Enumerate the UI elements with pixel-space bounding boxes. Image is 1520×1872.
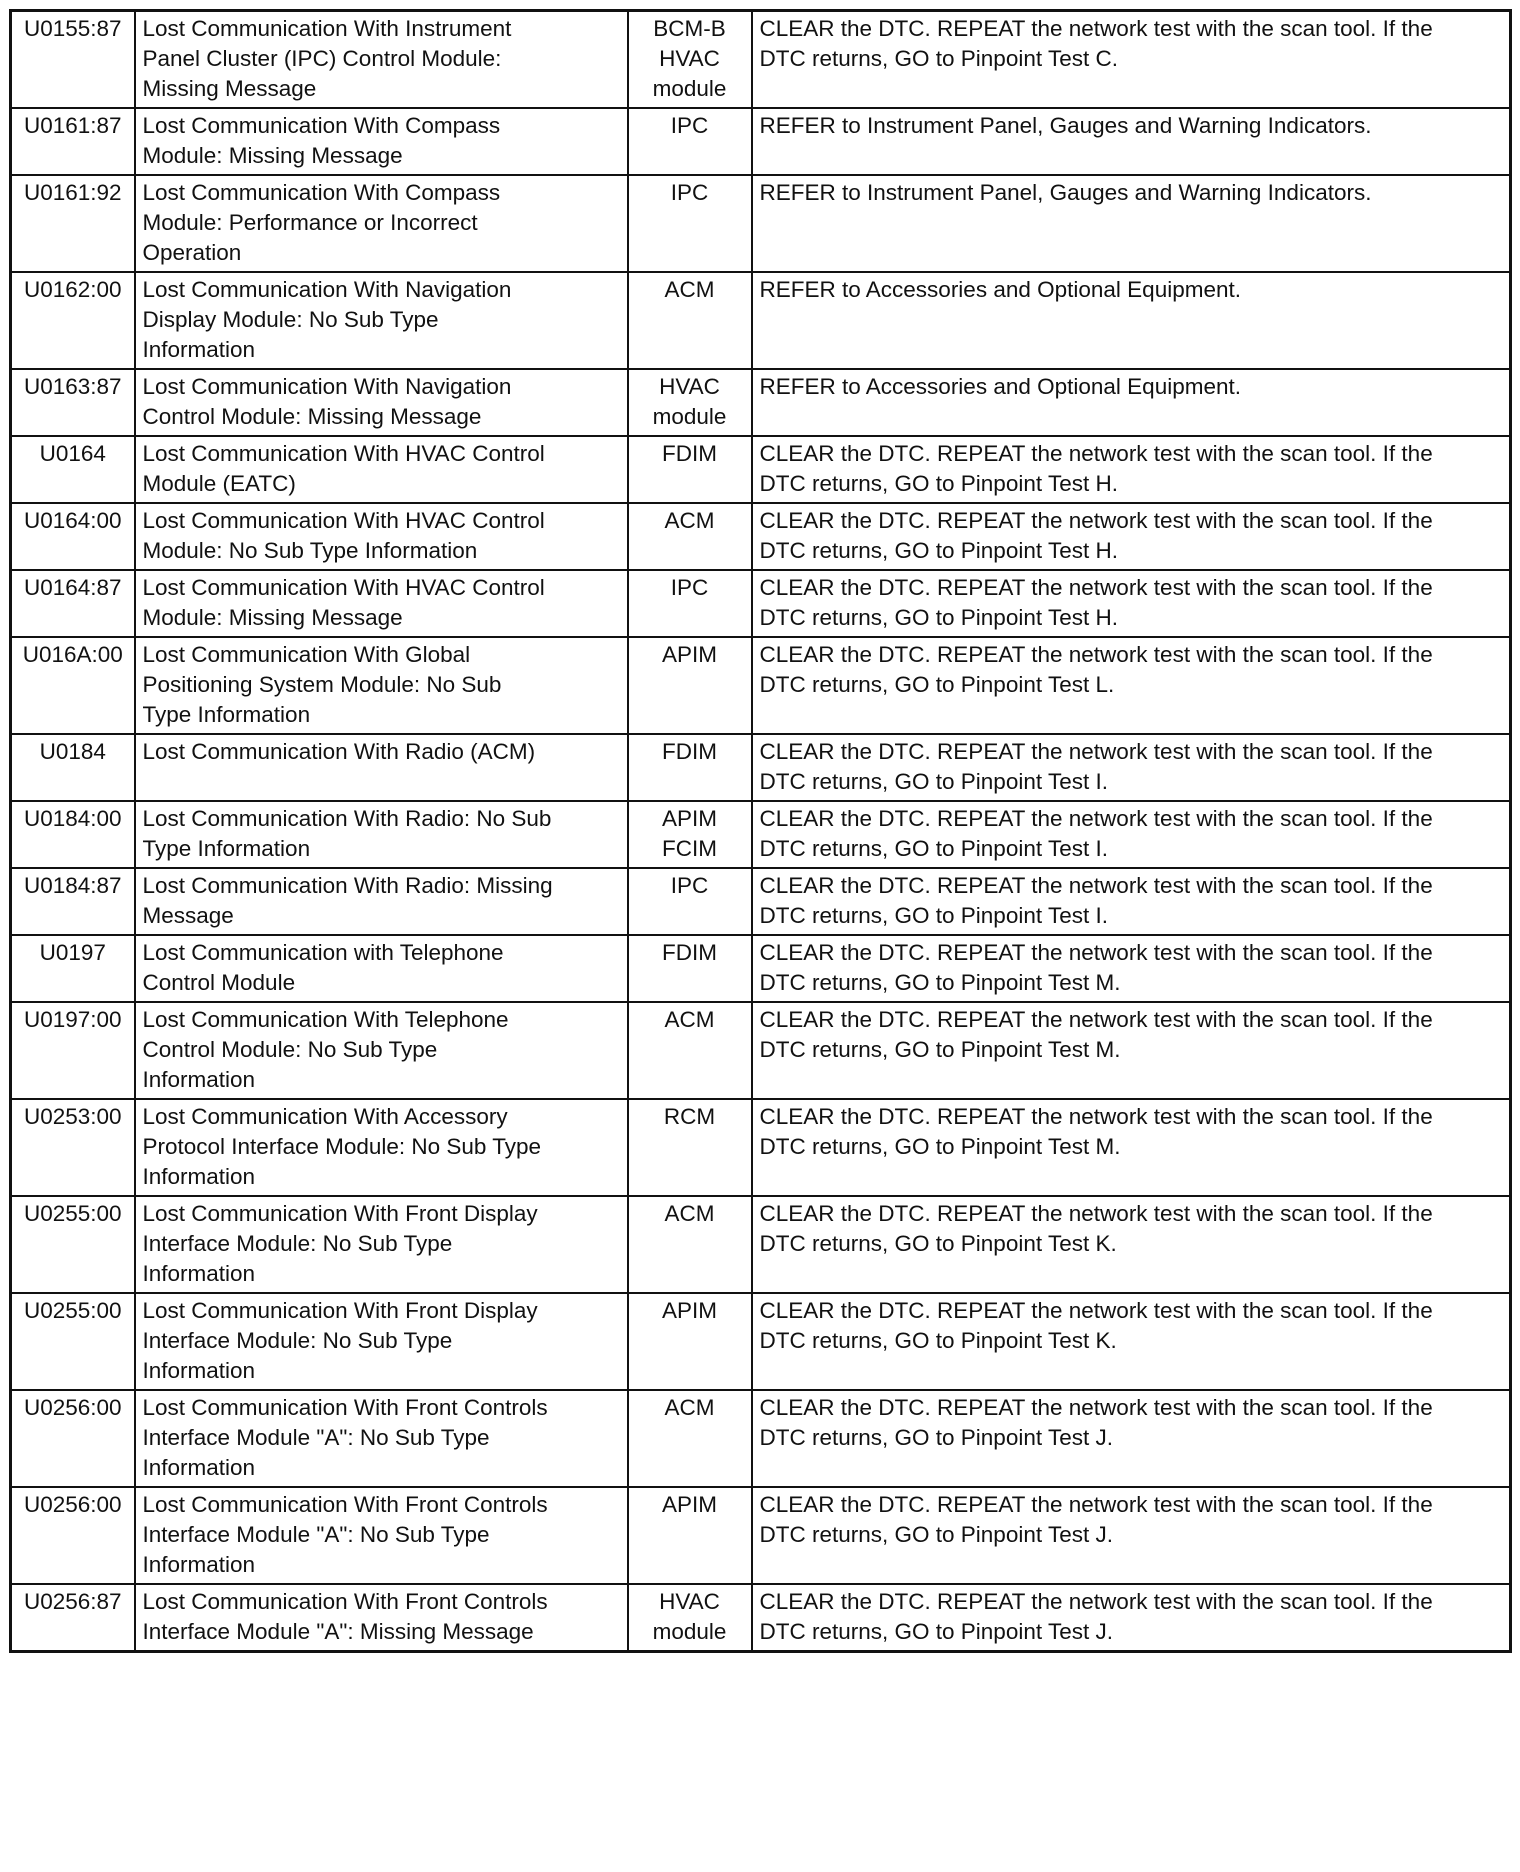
dtc-action-line: CLEAR the DTC. REPEAT the network test with the scan tool. If the: [759, 940, 1433, 965]
dtc-action-line: DTC returns, GO to Pinpoint Test K.: [759, 1328, 1117, 1353]
table-row: [11, 734, 1511, 801]
dtc-action-line: CLEAR the DTC. REPEAT the network test with the scan tool. If the: [759, 16, 1433, 41]
dtc-module-cell: [628, 108, 752, 175]
dtc-description-line: Lost Communication with Telephone: [142, 940, 504, 965]
dtc-action-line: CLEAR the DTC. REPEAT the network test with the scan tool. If the: [759, 739, 1433, 764]
dtc-module-cell: [628, 801, 752, 868]
dtc-action-line: DTC returns, GO to Pinpoint Test C.: [759, 46, 1118, 71]
dtc-action-line: CLEAR the DTC. REPEAT the network test with the scan tool. If the: [759, 1492, 1433, 1517]
dtc-module-cell: [628, 503, 752, 570]
dtc-module-line: APIM: [661, 806, 717, 831]
dtc-description-line: Protocol Interface Module: No Sub Type: [142, 1134, 542, 1159]
dtc-module-line: HVAC: [659, 46, 720, 71]
table-row: [11, 1293, 1511, 1390]
dtc-module-line: module: [652, 404, 727, 429]
dtc-description-line: Lost Communication With Instrument: [142, 16, 512, 41]
dtc-action-line: CLEAR the DTC. REPEAT the network test with the scan tool. If the: [759, 806, 1433, 831]
dtc-module-line: APIM: [661, 642, 717, 667]
dtc-action-line: DTC returns, GO to Pinpoint Test J.: [759, 1619, 1113, 1644]
dtc-description-line: Information: [142, 1067, 256, 1092]
dtc-description-line: Information: [142, 1261, 256, 1286]
dtc-module-line: IPC: [670, 575, 709, 600]
dtc-module-line: FCIM: [662, 836, 717, 861]
dtc-module-cell: [628, 570, 752, 637]
dtc-code-text: U016A:00: [22, 642, 123, 667]
dtc-code-text: U0197: [39, 940, 106, 965]
dtc-action-line: DTC returns, GO to Pinpoint Test I.: [759, 836, 1108, 861]
dtc-module-line: ACM: [664, 277, 715, 302]
dtc-code-text: U0255:00: [23, 1201, 122, 1226]
dtc-description-line: Information: [142, 1552, 256, 1577]
table-row: [11, 868, 1511, 935]
dtc-module-cell: [628, 1293, 752, 1390]
dtc-action-line: DTC returns, GO to Pinpoint Test H.: [759, 471, 1118, 496]
dtc-code-cell: [11, 1487, 135, 1584]
dtc-action-cell: [752, 1099, 1511, 1196]
dtc-code-cell: [11, 503, 135, 570]
dtc-description-line: Lost Communication With Navigation: [142, 277, 512, 302]
dtc-description-cell: [135, 1584, 628, 1652]
dtc-code-text: U0184:00: [23, 806, 122, 831]
dtc-code-text: U0256:87: [23, 1589, 122, 1614]
dtc-action-line: CLEAR the DTC. REPEAT the network test with the scan tool. If the: [759, 508, 1433, 533]
dtc-description-cell: [135, 935, 628, 1002]
dtc-code-text: U0197:00: [23, 1007, 122, 1032]
dtc-code-cell: [11, 570, 135, 637]
table-row: [11, 570, 1511, 637]
dtc-module-line: HVAC: [659, 374, 720, 399]
dtc-action-cell: [752, 1487, 1511, 1584]
dtc-code-text: U0164:87: [23, 575, 122, 600]
dtc-description-line: Module: Performance or Incorrect: [142, 210, 478, 235]
table-row: [11, 1002, 1511, 1099]
dtc-code-text: U0161:87: [23, 113, 122, 138]
dtc-description-line: Operation: [142, 240, 242, 265]
table-row: [11, 637, 1511, 734]
dtc-code-text: U0164:00: [23, 508, 122, 533]
dtc-module-line: RCM: [663, 1104, 716, 1129]
dtc-module-line: APIM: [661, 1492, 717, 1517]
dtc-action-line: DTC returns, GO to Pinpoint Test H.: [759, 538, 1118, 563]
dtc-action-line: CLEAR the DTC. REPEAT the network test with the scan tool. If the: [759, 1589, 1433, 1614]
dtc-action-cell: [752, 868, 1511, 935]
dtc-description-line: Lost Communication With Compass: [142, 113, 501, 138]
dtc-description-cell: [135, 436, 628, 503]
dtc-action-line: DTC returns, GO to Pinpoint Test L.: [759, 672, 1115, 697]
dtc-module-line: IPC: [670, 180, 709, 205]
dtc-description-line: Type Information: [142, 702, 311, 727]
dtc-code-text: U0163:87: [23, 374, 122, 399]
dtc-module-cell: [628, 1002, 752, 1099]
dtc-description-cell: [135, 637, 628, 734]
dtc-action-line: CLEAR the DTC. REPEAT the network test with the scan tool. If the: [759, 1298, 1433, 1323]
dtc-action-line: DTC returns, GO to Pinpoint Test J.: [759, 1522, 1113, 1547]
dtc-description-line: Lost Communication With Global: [142, 642, 471, 667]
dtc-description-line: Module: Missing Message: [142, 605, 403, 630]
dtc-description-cell: [135, 1390, 628, 1487]
dtc-module-cell: [628, 369, 752, 436]
dtc-description-line: Lost Communication With Radio: Missing: [142, 873, 553, 898]
table-row: [11, 1099, 1511, 1196]
dtc-module-cell: [628, 734, 752, 801]
dtc-action-cell: [752, 272, 1511, 369]
table-row: [11, 1390, 1511, 1487]
dtc-module-cell: [628, 272, 752, 369]
dtc-description-line: Control Module: Missing Message: [142, 404, 482, 429]
dtc-description-cell: [135, 1196, 628, 1293]
dtc-code-text: U0256:00: [23, 1395, 122, 1420]
dtc-module-cell: [628, 1390, 752, 1487]
dtc-code-cell: [11, 1584, 135, 1652]
dtc-module-line: BCM-B: [653, 16, 726, 41]
dtc-action-cell: [752, 175, 1511, 272]
dtc-code-cell: [11, 175, 135, 272]
dtc-action-line: DTC returns, GO to Pinpoint Test M.: [759, 1037, 1121, 1062]
dtc-action-line: CLEAR the DTC. REPEAT the network test with the scan tool. If the: [759, 1395, 1433, 1420]
dtc-description-line: Lost Communication With Front Controls: [142, 1395, 548, 1420]
dtc-description-line: Display Module: No Sub Type: [142, 307, 439, 332]
dtc-code-cell: [11, 1002, 135, 1099]
dtc-table: [9, 9, 1512, 1653]
dtc-description-line: Lost Communication With Front Display: [142, 1298, 538, 1323]
table-row: [11, 108, 1511, 175]
dtc-description-line: Interface Module: No Sub Type: [142, 1328, 453, 1353]
dtc-module-cell: [628, 1196, 752, 1293]
table-row: [11, 935, 1511, 1002]
dtc-code-cell: [11, 1293, 135, 1390]
dtc-action-line: CLEAR the DTC. REPEAT the network test with the scan tool. If the: [759, 642, 1433, 667]
dtc-description-line: Lost Communication With Telephone: [142, 1007, 509, 1032]
table-row: [11, 369, 1511, 436]
table-row: [11, 503, 1511, 570]
dtc-description-line: Information: [142, 337, 256, 362]
dtc-module-line: module: [652, 1619, 727, 1644]
dtc-code-cell: [11, 1196, 135, 1293]
dtc-code-cell: [11, 369, 135, 436]
dtc-description-line: Lost Communication With Compass: [142, 180, 501, 205]
dtc-action-cell: [752, 108, 1511, 175]
dtc-action-line: CLEAR the DTC. REPEAT the network test with the scan tool. If the: [759, 1104, 1433, 1129]
table-row: [11, 11, 1511, 109]
dtc-module-cell: [628, 436, 752, 503]
table-row: [11, 1584, 1511, 1652]
dtc-action-cell: [752, 801, 1511, 868]
dtc-description-line: Lost Communication With HVAC Control: [142, 508, 545, 533]
dtc-action-line: DTC returns, GO to Pinpoint Test K.: [759, 1231, 1117, 1256]
dtc-description-cell: [135, 570, 628, 637]
dtc-description-line: Module: No Sub Type Information: [142, 538, 478, 563]
dtc-module-line: ACM: [664, 1395, 715, 1420]
dtc-code-cell: [11, 272, 135, 369]
table-row: [11, 175, 1511, 272]
dtc-module-cell: [628, 1584, 752, 1652]
dtc-description-line: Module (EATC): [142, 471, 296, 496]
dtc-description-cell: [135, 1293, 628, 1390]
dtc-description-line: Interface Module "A": No Sub Type: [142, 1425, 490, 1450]
dtc-code-cell: [11, 436, 135, 503]
dtc-description-line: Lost Communication With Navigation: [142, 374, 512, 399]
dtc-action-cell: [752, 369, 1511, 436]
dtc-description-cell: [135, 1099, 628, 1196]
dtc-code-text: U0161:92: [23, 180, 122, 205]
dtc-action-cell: [752, 11, 1511, 109]
dtc-action-line: CLEAR the DTC. REPEAT the network test with the scan tool. If the: [759, 441, 1433, 466]
dtc-description-line: Positioning System Module: No Sub: [142, 672, 502, 697]
dtc-code-cell: [11, 734, 135, 801]
dtc-description-line: Lost Communication With Front Display: [142, 1201, 538, 1226]
dtc-action-line: REFER to Accessories and Optional Equipment.: [759, 277, 1241, 302]
dtc-code-cell: [11, 801, 135, 868]
dtc-code-cell: [11, 868, 135, 935]
dtc-description-line: Control Module: [142, 970, 296, 995]
dtc-description-line: Missing Message: [142, 76, 317, 101]
dtc-code-cell: [11, 935, 135, 1002]
dtc-description-line: Information: [142, 1455, 256, 1480]
dtc-description-line: Interface Module "A": Missing Message: [142, 1619, 534, 1644]
dtc-code-text: U0255:00: [23, 1298, 122, 1323]
dtc-action-line: DTC returns, GO to Pinpoint Test J.: [759, 1425, 1113, 1450]
dtc-action-line: DTC returns, GO to Pinpoint Test M.: [759, 1134, 1121, 1159]
dtc-description-cell: [135, 369, 628, 436]
dtc-module-line: ACM: [664, 508, 715, 533]
dtc-description-line: Panel Cluster (IPC) Control Module:: [142, 46, 502, 71]
dtc-description-cell: [135, 503, 628, 570]
dtc-description-cell: [135, 175, 628, 272]
dtc-action-cell: [752, 1293, 1511, 1390]
dtc-module-line: module: [652, 76, 727, 101]
dtc-description-line: Module: Missing Message: [142, 143, 403, 168]
table-row: [11, 436, 1511, 503]
dtc-code-cell: [11, 1390, 135, 1487]
dtc-description-line: Control Module: No Sub Type: [142, 1037, 438, 1062]
dtc-code-cell: [11, 108, 135, 175]
dtc-description-line: Lost Communication With Front Controls: [142, 1589, 548, 1614]
dtc-description-line: Message: [142, 903, 234, 928]
dtc-action-line: CLEAR the DTC. REPEAT the network test with the scan tool. If the: [759, 575, 1433, 600]
dtc-description-line: Interface Module "A": No Sub Type: [142, 1522, 490, 1547]
dtc-description-cell: [135, 1002, 628, 1099]
dtc-action-line: DTC returns, GO to Pinpoint Test I.: [759, 769, 1108, 794]
dtc-action-line: CLEAR the DTC. REPEAT the network test with the scan tool. If the: [759, 1007, 1433, 1032]
dtc-description-cell: [135, 11, 628, 109]
dtc-code-text: U0184: [39, 739, 106, 764]
dtc-module-line: IPC: [670, 113, 709, 138]
dtc-code-cell: [11, 11, 135, 109]
dtc-action-line: REFER to Instrument Panel, Gauges and Warning Indicators.: [759, 180, 1372, 205]
dtc-action-cell: [752, 1002, 1511, 1099]
dtc-action-cell: [752, 734, 1511, 801]
dtc-module-line: IPC: [670, 873, 709, 898]
dtc-description-line: Information: [142, 1358, 256, 1383]
dtc-code-text: U0162:00: [23, 277, 122, 302]
dtc-description-line: Type Information: [142, 836, 311, 861]
dtc-module-line: APIM: [661, 1298, 717, 1323]
dtc-module-cell: [628, 11, 752, 109]
dtc-action-cell: [752, 570, 1511, 637]
dtc-code-text: U0253:00: [23, 1104, 122, 1129]
dtc-action-line: DTC returns, GO to Pinpoint Test I.: [759, 903, 1108, 928]
dtc-module-cell: [628, 1099, 752, 1196]
dtc-table-body: [11, 11, 1511, 1652]
table-row: [11, 272, 1511, 369]
dtc-action-cell: [752, 637, 1511, 734]
dtc-module-cell: [628, 637, 752, 734]
dtc-module-line: FDIM: [662, 940, 717, 965]
dtc-module-line: ACM: [664, 1007, 715, 1032]
dtc-action-line: CLEAR the DTC. REPEAT the network test with the scan tool. If the: [759, 873, 1433, 898]
dtc-description-line: Interface Module: No Sub Type: [142, 1231, 453, 1256]
dtc-action-line: DTC returns, GO to Pinpoint Test M.: [759, 970, 1121, 995]
dtc-module-cell: [628, 1487, 752, 1584]
dtc-description-cell: [135, 801, 628, 868]
dtc-module-cell: [628, 868, 752, 935]
dtc-action-line: REFER to Instrument Panel, Gauges and Warning Indicators.: [759, 113, 1372, 138]
dtc-action-cell: [752, 935, 1511, 1002]
dtc-description-cell: [135, 734, 628, 801]
dtc-code-text: U0184:87: [23, 873, 122, 898]
dtc-description-line: Information: [142, 1164, 256, 1189]
dtc-code-text: U0256:00: [23, 1492, 122, 1517]
dtc-action-cell: [752, 436, 1511, 503]
table-row: [11, 1196, 1511, 1293]
dtc-description-cell: [135, 272, 628, 369]
dtc-description-line: Lost Communication With HVAC Control: [142, 441, 545, 466]
dtc-action-cell: [752, 1584, 1511, 1652]
dtc-module-cell: [628, 175, 752, 272]
dtc-module-line: FDIM: [662, 739, 717, 764]
dtc-module-line: FDIM: [662, 441, 717, 466]
dtc-code-text: U0164: [39, 441, 106, 466]
dtc-description-cell: [135, 108, 628, 175]
dtc-action-line: CLEAR the DTC. REPEAT the network test with the scan tool. If the: [759, 1201, 1433, 1226]
dtc-description-line: Lost Communication With Radio (ACM): [142, 739, 536, 764]
table-row: [11, 1487, 1511, 1584]
dtc-module-line: HVAC: [659, 1589, 720, 1614]
dtc-module-line: ACM: [664, 1201, 715, 1226]
dtc-description-line: Lost Communication With Radio: No Sub: [142, 806, 552, 831]
dtc-action-cell: [752, 1196, 1511, 1293]
dtc-code-cell: [11, 1099, 135, 1196]
dtc-description-line: Lost Communication With HVAC Control: [142, 575, 545, 600]
dtc-description-cell: [135, 868, 628, 935]
dtc-module-cell: [628, 935, 752, 1002]
dtc-action-cell: [752, 1390, 1511, 1487]
dtc-description-line: Lost Communication With Accessory: [142, 1104, 508, 1129]
dtc-action-line: DTC returns, GO to Pinpoint Test H.: [759, 605, 1118, 630]
dtc-action-cell: [752, 503, 1511, 570]
dtc-description-cell: [135, 1487, 628, 1584]
dtc-code-cell: [11, 637, 135, 734]
dtc-description-line: Lost Communication With Front Controls: [142, 1492, 548, 1517]
dtc-action-line: REFER to Accessories and Optional Equipment.: [759, 374, 1241, 399]
dtc-code-text: U0155:87: [23, 16, 122, 41]
table-row: [11, 801, 1511, 868]
